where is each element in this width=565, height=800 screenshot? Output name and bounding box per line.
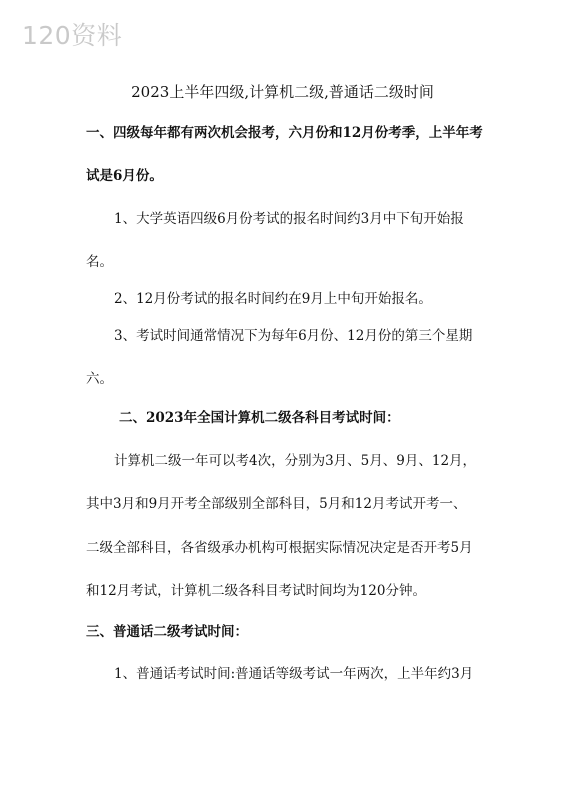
paragraph-line: 名。 [86, 254, 113, 270]
paragraph-line: 3、考试时间通常情况下为每年6月份、12月份的第三个星期 [114, 328, 473, 344]
paragraph-line: 二级全部科目，各省级承办机构可根据实际情况决定是否开考5月 [86, 540, 473, 556]
section-heading-2: 二、2023年全国计算机二级各科目考试时间： [119, 410, 400, 426]
section-heading-1: 一、四级每年都有两次机会报考，六月份和12月份考季，上半年考 [86, 125, 483, 141]
paragraph-line: 2、12月份考试的报名时间约在9月上中旬开始报名。 [114, 291, 432, 307]
paragraph-line: 1、普通话考试时间:普通话等级考试一年两次，上半年约3月 [114, 666, 474, 682]
document-title: 2023上半年四级,计算机二级,普通话二级时间 [131, 83, 434, 101]
watermark-logo: 120资料 [22, 21, 123, 50]
section-heading-1-cont: 试是6月份。 [86, 168, 163, 184]
paragraph-line: 1、大学英语四级6月份考试的报名时间约3月中下旬开始报 [114, 211, 464, 227]
paragraph-line: 其中3月和9月开考全部级别全部科目，5月和12月考试开考一、 [86, 496, 467, 512]
paragraph-line: 计算机二级一年可以考4次，分别为3月、5月、9月、12月， [114, 453, 477, 469]
section-heading-3: 三、普通话二级考试时间： [86, 624, 248, 640]
paragraph-line: 和12月考试，计算机二级各科目考试时间均为120分钟。 [86, 583, 426, 599]
paragraph-line: 六。 [86, 371, 113, 387]
